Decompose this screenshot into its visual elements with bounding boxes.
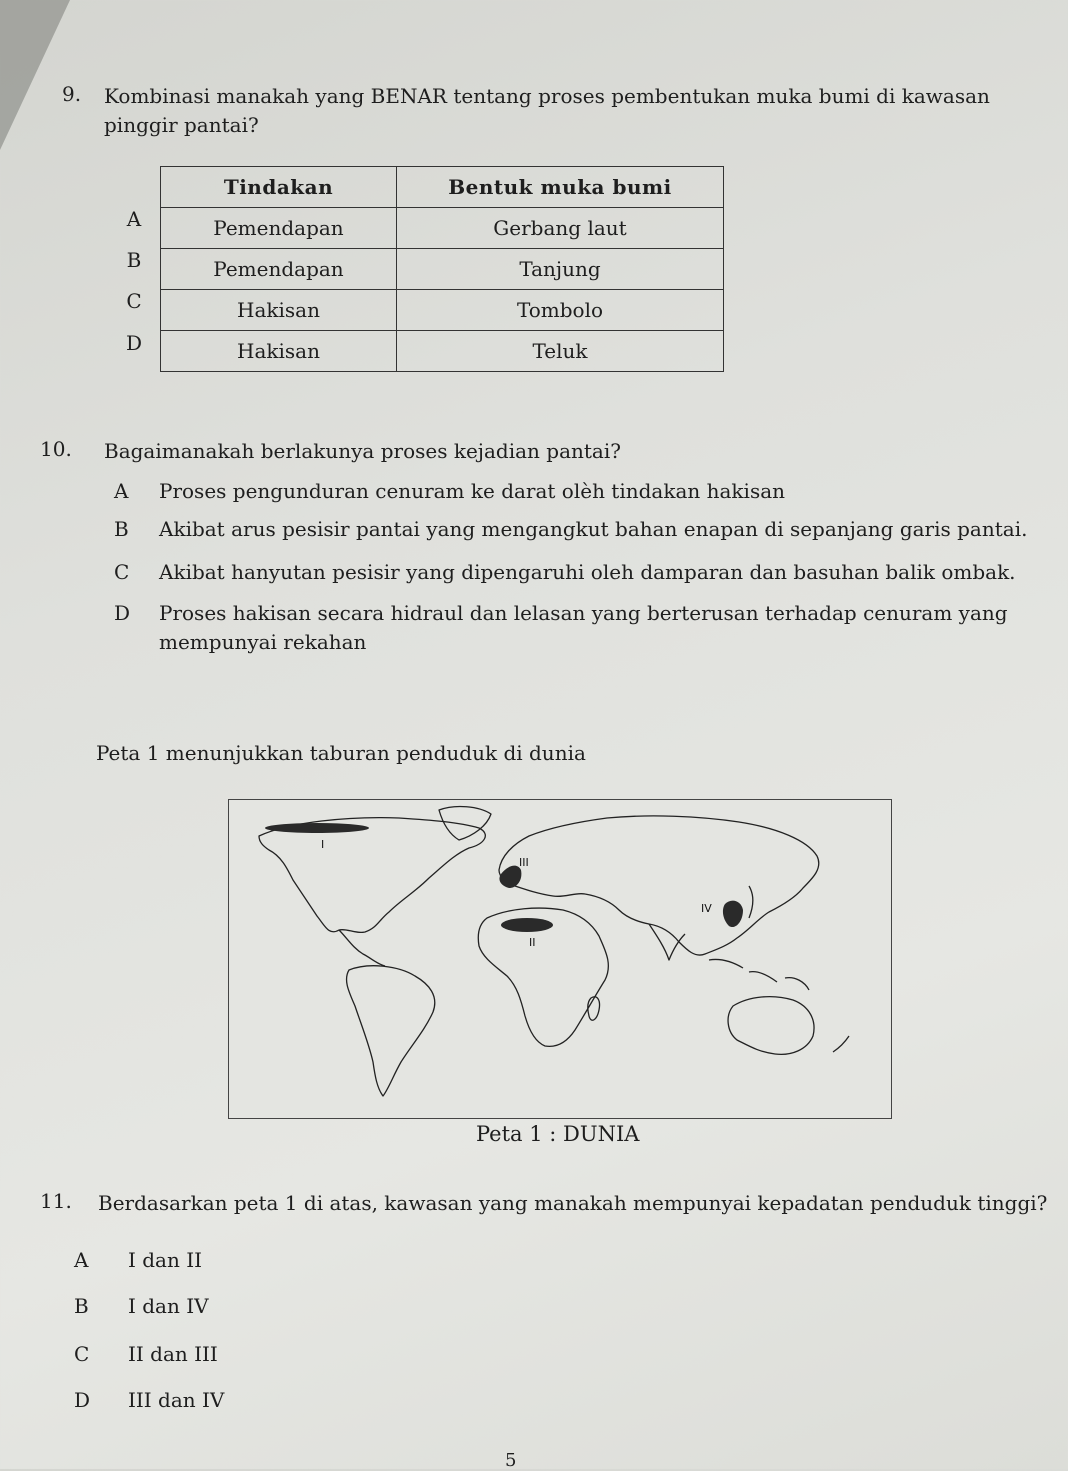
dense-region-iv: [723, 901, 743, 927]
q10-option-b-text: Akibat arus pesisir pantai yang mengangkut bahan enapan di sepanjang garis pantai.: [159, 517, 1028, 541]
q9-option-label-d[interactable]: D: [125, 331, 143, 355]
map-label-iii: III: [519, 856, 529, 869]
q10-option-c-text: Akibat hanyutan pesisir yang dipengaruhi oleh damparan dan basuhan balik ombak.: [159, 560, 1016, 584]
q9-cell-bentuk-a: Gerbang laut: [397, 208, 724, 249]
q11-option-a-label: A: [74, 1248, 89, 1272]
q10-option-a-text: Proses pengunduran cenuram ke darat olèh tindakan hakisan: [159, 479, 786, 503]
q11-option-c-text: II dan III: [128, 1342, 218, 1366]
q9-table-header-tindakan: Tindakan: [161, 167, 397, 208]
q9-cell-bentuk-c: Tombolo: [397, 290, 724, 331]
q11-option-d[interactable]: [74, 1386, 274, 1415]
madagascar-outline: [588, 997, 600, 1021]
map-label-i: I: [321, 838, 325, 851]
table-row: [161, 290, 724, 331]
q9-cell-bentuk-b: Tanjung: [397, 249, 724, 290]
q9-cell-tindakan-d: Hakisan: [161, 331, 397, 372]
q10-option-c[interactable]: [114, 558, 1054, 587]
page-shadow-corner: [0, 0, 70, 150]
q11-option-d-text: III dan IV: [128, 1388, 225, 1412]
australia-outline: [728, 997, 814, 1055]
q10-option-d-text-line1: Proses hakisan secara hidraul dan lelasan yang berterusan terhadap cenuram yang: [159, 601, 1008, 625]
q10-option-a[interactable]: [114, 477, 1014, 506]
q9-cell-tindakan-a: Pemendapan: [161, 208, 397, 249]
q9-text-line1: Kombinasi manakah yang BENAR tentang proses pembentukan muka bumi di kawasan: [104, 84, 990, 108]
q10-option-d-text-line2: mempunyai rekahan: [159, 630, 367, 654]
q10-option-d-label: D: [114, 601, 131, 625]
q11-option-b[interactable]: [74, 1292, 274, 1321]
south-america-outline: [347, 966, 435, 1096]
q9-table-header-bentuk: Bentuk muka bumi: [397, 167, 724, 208]
q10-option-c-label: C: [114, 560, 130, 584]
q11-text: Berdasarkan peta 1 di atas, kawasan yang manakah mempunyai kepadatan penduduk tinggi?: [98, 1191, 1048, 1215]
q10-option-b[interactable]: [114, 515, 1054, 544]
table-row: [161, 208, 724, 249]
q9-cell-bentuk-d: Teluk: [397, 331, 724, 372]
q9-table-header-row: [161, 167, 724, 208]
dense-region-ii: [501, 918, 553, 932]
q11-option-b-label: B: [74, 1294, 89, 1318]
page-number: 5: [505, 1450, 517, 1471]
japan-outline: [749, 886, 753, 918]
q11-option-d-label: D: [74, 1388, 91, 1412]
q9-option-label-a[interactable]: A: [126, 207, 142, 231]
map-label-iv: IV: [701, 902, 712, 915]
q9-table: [160, 166, 724, 372]
q9-number: 9.: [62, 82, 82, 106]
q10-option-d[interactable]: [114, 599, 1054, 657]
table-row: [161, 249, 724, 290]
new-zealand-outline: [833, 1036, 849, 1052]
q10-option-b-label: B: [114, 517, 129, 541]
q11-option-c[interactable]: [74, 1340, 274, 1369]
north-america-outline: [259, 818, 485, 933]
table-row: [161, 331, 724, 372]
greenland-outline: [439, 807, 491, 840]
q9-text-line2: pinggir pantai?: [104, 113, 259, 137]
map-caption: Peta 1 : DUNIA: [476, 1122, 640, 1146]
q11-option-a-text: I dan II: [128, 1248, 203, 1272]
q10-number: 10.: [40, 437, 72, 461]
q9-option-label-c[interactable]: C: [126, 289, 142, 313]
eurasia-outline: [499, 816, 819, 955]
world-map-drawing: [229, 800, 891, 1118]
world-map: [228, 799, 892, 1119]
q11-number: 11.: [40, 1189, 72, 1213]
map-intro: Peta 1 menunjukkan taburan penduduk di dunia: [96, 741, 586, 765]
q9-cell-tindakan-b: Pemendapan: [161, 249, 397, 290]
q11-option-c-label: C: [74, 1342, 90, 1366]
q11-option-a[interactable]: [74, 1246, 274, 1275]
dense-region-i: [265, 823, 369, 833]
q10-option-a-label: A: [114, 479, 129, 503]
q9-cell-tindakan-c: Hakisan: [161, 290, 397, 331]
q11-option-b-text: I dan IV: [128, 1294, 209, 1318]
central-america-outline: [339, 930, 385, 966]
map-label-ii: II: [529, 936, 536, 949]
q10-text: Bagaimanakah berlakunya proses kejadian pantai?: [104, 439, 621, 463]
southeast-asia-islands-outline: [709, 959, 809, 990]
q9-option-label-b[interactable]: B: [126, 248, 142, 272]
